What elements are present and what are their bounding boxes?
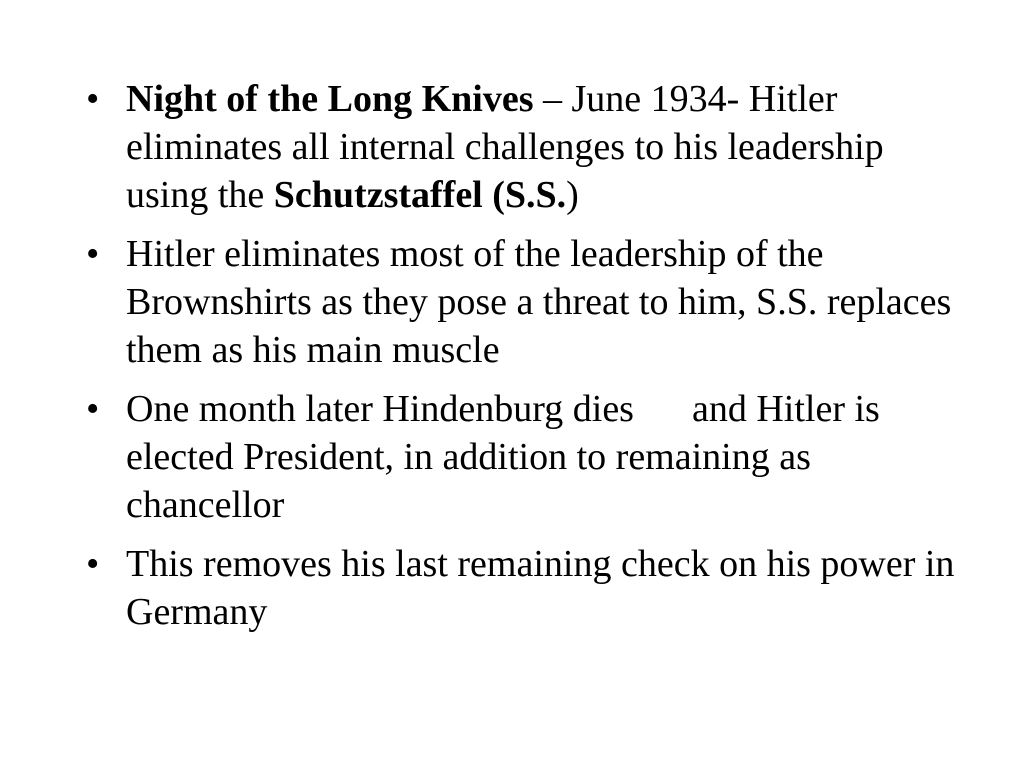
bullet-term-schutzstaffel: Schutzstaffel (S.S.: [273, 174, 567, 216]
bullet-term: Night of the Long Knives: [126, 78, 534, 120]
bullet-item-night-of-long-knives: [86, 75, 966, 219]
bullet-text: Hitler eliminates most of the leadership of the Brownshirts as they pose a threat to him, S.S. replaces them as his main muscle: [126, 233, 952, 371]
bullet-item-power-check: [86, 540, 966, 636]
bullet-marker: •: [86, 543, 100, 585]
bullet-text: This removes his last remaining check on his power in Germany: [126, 543, 955, 633]
bullet-marker: •: [86, 388, 100, 430]
bullet-text-continued: and Hitler is elected President, in addition to remaining as chancellor: [126, 388, 880, 526]
bullet-text: – June 1934- Hitler eliminates all internal challenges to his leadership using the: [126, 78, 884, 216]
bullet-item-brownshirts: [86, 230, 966, 374]
bullet-text: One month later Hindenburg dies: [126, 388, 634, 430]
bullet-marker: •: [86, 233, 100, 275]
bullet-text-closing: ): [566, 174, 579, 216]
bullet-marker: •: [86, 78, 100, 120]
bullet-list: [86, 75, 966, 647]
bullet-item-hindenburg: [86, 385, 966, 529]
